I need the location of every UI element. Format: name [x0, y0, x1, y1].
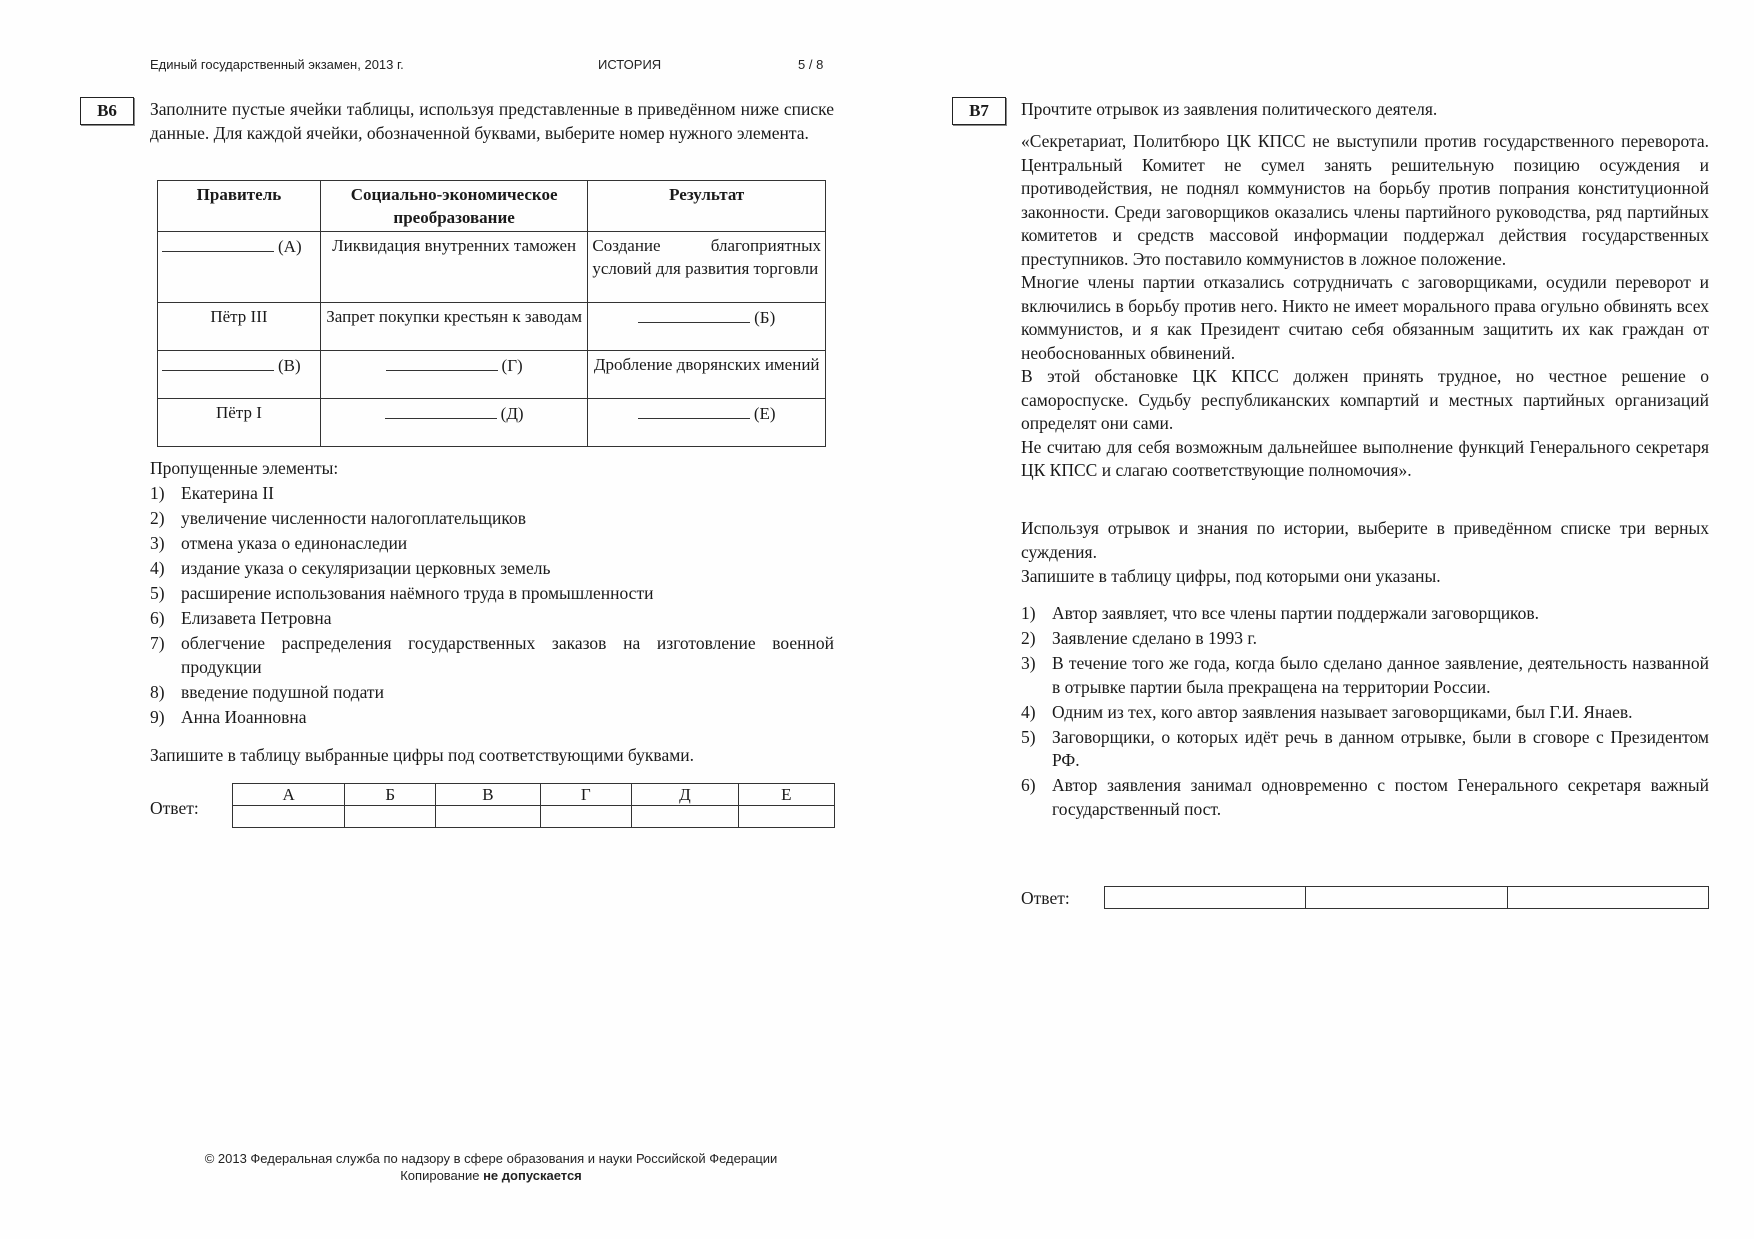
- missing-elements-list: [150, 482, 834, 731]
- list-item: 3) отмена указа о единонаследии: [150, 533, 408, 553]
- header-reform: Социально-экономическое преобразование: [320, 181, 588, 232]
- list-item: 2) увеличение численности налогоплательщиков: [150, 508, 526, 528]
- list-item: 7) облегчение распределения государственных заказов на изготовление военной продукции: [150, 633, 834, 677]
- answer-letters-row: [233, 784, 835, 806]
- cell-letter: (Е): [753, 404, 776, 423]
- blank-line: [162, 234, 274, 252]
- list-item: 3) В течение того же года, когда было сделано данное заявление, деятельность названной в отрывке партии была прекращена на территории России.: [1021, 653, 1709, 697]
- cell-letter: (В): [278, 356, 301, 375]
- answer-letter: А: [233, 784, 345, 806]
- answer-cell-a[interactable]: [233, 806, 345, 828]
- cell-result: Создание благоприятных условий для развития торговли: [588, 232, 826, 303]
- cell-ruler: Пётр III: [158, 303, 321, 351]
- b6-instruction: Заполните пустые ячейки таблицы, используя представленные в приведённом ниже списке данные. Для каждой ячейки, обозначенной буквами, выберите номер нужного элемента.: [150, 99, 834, 143]
- blank-line: [638, 305, 750, 323]
- answer-letter: Г: [540, 784, 632, 806]
- list-item: 1) Екатерина II: [150, 483, 274, 503]
- quote-paragraph: В этой обстановке ЦК КПСС должен принять трудное, но честное решение о самороспуске. Судьбу республиканских компартий и местных партийных организаций определят они сами.: [1021, 366, 1709, 433]
- answer-values-row: [1105, 887, 1709, 909]
- list-item: 4) издание указа о секуляризации церковных земель: [150, 558, 551, 578]
- list-item: 5) Заговорщики, о которых идёт речь в данном отрывке, были в сговоре с Президентом РФ.: [1021, 726, 1709, 770]
- quote-paragraph: Многие члены партии отказались сотрудничать с заговорщиками, осудили переворот и включились в борьбу против него. Никто не имеет морального права огульно обвинять всех коммунистов, и я как Президент считаю себя обязанным защитить их как граждан от необоснованных обвинений.: [1021, 272, 1709, 363]
- subject-title: ИСТОРИЯ: [598, 57, 662, 72]
- cell-ruler: Пётр I: [158, 399, 321, 447]
- cell-letter: (Г): [501, 356, 523, 375]
- question-label-b7: B7: [952, 97, 1006, 125]
- copy-notice-bold: не допускается: [483, 1168, 582, 1183]
- answer-cell-3[interactable]: [1507, 887, 1708, 909]
- blank-line: [386, 353, 498, 371]
- cell-reform: Ликвидация внутренних таможен: [320, 232, 588, 303]
- missing-elements-title: Пропущенные элементы:: [150, 458, 339, 478]
- cell-ruler-a[interactable]: [158, 232, 321, 303]
- answer-letter: Д: [632, 784, 739, 806]
- blank-line: [638, 401, 750, 419]
- answer-letter: Б: [345, 784, 436, 806]
- b6-table-header: [158, 181, 826, 232]
- answer-values-row: [233, 806, 835, 828]
- blank-line: [385, 401, 497, 419]
- list-item: 4) Одним из тех, кого автор заявления называет заговорщиками, был Г.И. Янаев.: [1021, 701, 1633, 722]
- cell-result-e[interactable]: [588, 399, 826, 447]
- list-item: 6) Автор заявления занимал одновременно с постом Генерального секретаря важный государственный пост.: [1021, 775, 1709, 819]
- answer-cell-e[interactable]: [738, 806, 834, 828]
- b7-intro: Прочтите отрывок из заявления политического деятеля.: [1021, 99, 1438, 119]
- cell-reform-d[interactable]: [320, 399, 588, 447]
- list-item: 9) Анна Иоанновна: [150, 706, 307, 727]
- b7-options-list: [1021, 602, 1709, 823]
- copy-notice: Копирование не допускается: [400, 1168, 582, 1183]
- b6-table: [157, 180, 826, 447]
- cell-reform: Запрет покупки крестьян к заводам: [320, 303, 588, 351]
- answer-letter: Е: [738, 784, 834, 806]
- answer-cell-d[interactable]: [632, 806, 739, 828]
- table-row: [158, 399, 826, 447]
- answer-letter: В: [436, 784, 540, 806]
- header-ruler: Правитель: [158, 181, 321, 232]
- answer-cell-v[interactable]: [436, 806, 540, 828]
- b6-answer-label: Ответ:: [150, 798, 199, 818]
- quote-paragraph: Не считаю для себя возможным дальнейшее выполнение функций Генерального секретаря ЦК КПСС и слагаю соответствующие полномочия».: [1021, 436, 1709, 480]
- list-item: 2) Заявление сделано в 1993 г.: [1021, 628, 1258, 648]
- question-label-b6: B6: [80, 97, 134, 125]
- b7-task: Используя отрывок и знания по истории, выберите в приведённом списке три верных суждения.: [1021, 518, 1709, 562]
- cell-letter: (А): [278, 237, 302, 256]
- cell-result: Дробление дворянских имений: [588, 351, 826, 399]
- exam-title: Единый государственный экзамен, 2013 г.: [150, 57, 404, 72]
- b6-write-instruction: Запишите в таблицу выбранные цифры под соответствующими буквами.: [150, 745, 695, 765]
- table-row: [158, 351, 826, 399]
- cell-result-b[interactable]: [588, 303, 826, 351]
- copyright-line: © 2013 Федеральная служба по надзору в сфере образования и науки Российской Федерации: [204, 1151, 778, 1166]
- list-item: 8) введение подушной подати: [150, 681, 384, 702]
- cell-letter: (Д): [500, 404, 524, 423]
- cell-reform-g[interactable]: [320, 351, 588, 399]
- answer-cell-2[interactable]: [1306, 887, 1507, 909]
- b6-answer-table: [232, 783, 835, 828]
- answer-cell-b[interactable]: [345, 806, 436, 828]
- header-result: Результат: [588, 181, 826, 232]
- list-item: 1) Автор заявляет, что все члены партии поддержали заговорщиков.: [1021, 603, 1540, 623]
- b7-answer-label: Ответ:: [1021, 888, 1070, 908]
- table-row: [158, 303, 826, 351]
- blank-line: [162, 353, 274, 371]
- list-item: 5) расширение использования наёмного труда в промышленности: [150, 583, 654, 603]
- page-number: 5 / 8: [798, 57, 824, 72]
- answer-cell-g[interactable]: [540, 806, 632, 828]
- b7-quote: [1021, 130, 1709, 483]
- answer-cell-1[interactable]: [1105, 887, 1306, 909]
- footer: [150, 1150, 832, 1184]
- table-row: [158, 232, 826, 303]
- b7-write-instruction: Запишите в таблицу цифры, под которыми они указаны.: [1021, 566, 1441, 586]
- cell-letter: (Б): [754, 308, 776, 327]
- b7-answer-table: [1104, 886, 1709, 909]
- quote-paragraph: «Секретариат, Политбюро ЦК КПСС не выступили против государственного переворота. Центральный Комитет не сумел занять решительную позицию осуждения и противодействия, не поднял коммунистов на борьбу против попрания конституционной законности. Среди заговорщиков оказались члены партийного руководства, ряд партийных комитетов и средств массовой информации поддержал действия государственных преступников. Это поставило коммунистов в ложное положение.: [1021, 131, 1709, 269]
- list-item: 6) Елизавета Петровна: [150, 608, 332, 628]
- cell-ruler-v[interactable]: [158, 351, 321, 399]
